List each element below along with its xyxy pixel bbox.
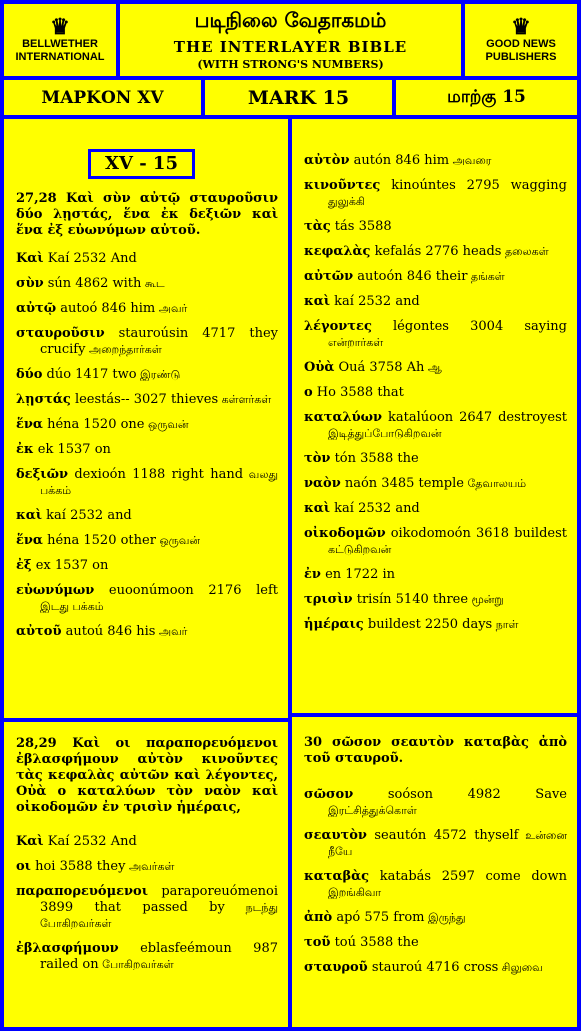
greek-word: ἐκ bbox=[16, 442, 34, 457]
greek-word: ἕνα bbox=[16, 533, 43, 548]
greek-word: Καὶ bbox=[16, 834, 44, 849]
word-entry bbox=[16, 326, 278, 358]
translit-strongs-gloss: hoi 3588 they bbox=[30, 859, 126, 874]
translit-strongs-gloss: soóson 4982 Save bbox=[353, 787, 567, 802]
panel-verse-30 bbox=[292, 717, 577, 1027]
word-list bbox=[16, 834, 278, 973]
translit-strongs-gloss: tón 3588 the bbox=[330, 451, 419, 466]
tamil-gloss: அவர் bbox=[155, 625, 188, 638]
translit-strongs-gloss: ek 1537 on bbox=[33, 442, 111, 457]
translit-strongs-gloss: héna 1520 other bbox=[42, 533, 156, 548]
word-entry bbox=[304, 567, 567, 583]
translit-strongs-gloss: paraporeuómenoi 3899 that passed by bbox=[40, 884, 278, 915]
greek-word: σῶσον bbox=[304, 787, 354, 802]
tamil-gloss: இறங்கிவா bbox=[328, 886, 382, 899]
bellwether-logo bbox=[4, 4, 116, 76]
word-entry bbox=[16, 251, 278, 267]
greek-word: καταλύων bbox=[304, 410, 383, 425]
greek-word: ο bbox=[304, 385, 313, 400]
word-entry bbox=[304, 153, 567, 169]
tamil-gloss: என்றார்கள் bbox=[328, 336, 384, 349]
word-entry bbox=[16, 834, 278, 850]
tamil-gloss: இடித்துப்போடுகிறவன் bbox=[328, 427, 442, 440]
tamil-gloss: துலுக்கி bbox=[328, 195, 365, 208]
translit-strongs-gloss: dexioón 1188 right hand bbox=[67, 467, 244, 482]
greek-word: ἐν bbox=[304, 567, 321, 582]
book-greek: ΜΑΡΚΟΝ XV bbox=[4, 80, 201, 115]
tamil-gloss: கள்ளர்கள் bbox=[218, 393, 272, 406]
word-entry bbox=[304, 501, 567, 517]
tamil-gloss: இடது பக்கம் bbox=[40, 600, 104, 613]
translit-strongs-gloss: stauroú 4716 cross bbox=[367, 960, 499, 975]
greek-word: αὐτὸν bbox=[304, 153, 350, 168]
tamil-gloss: தேவாலயம் bbox=[463, 477, 527, 490]
translit-strongs-gloss: katabás 2597 come down bbox=[369, 869, 567, 884]
translit-strongs-gloss: trisín 5140 three bbox=[352, 592, 469, 607]
translit-strongs-gloss: naón 3485 temple bbox=[340, 476, 464, 491]
tamil-gloss: போகிறவர்கள் bbox=[98, 958, 174, 971]
book-english: MARK 15 bbox=[205, 80, 392, 115]
word-entry bbox=[304, 960, 567, 976]
translit-strongs-gloss: héna 1520 one bbox=[42, 417, 145, 432]
word-entry bbox=[304, 269, 567, 285]
translit-strongs-gloss: en 1722 in bbox=[320, 567, 396, 582]
panel-verse-27-28 bbox=[4, 119, 288, 718]
tamil-gloss: நடந்து போகிறவர்கள் bbox=[40, 901, 278, 930]
word-entry bbox=[304, 787, 567, 819]
verse-text: 27,28 Καὶ σὺν αὐτῷ σταυροῦσιν δύο λῃστάς, ἕνα ἐκ δεξιῶν καὶ ἕνα ἐξ εὐωνύμων αὐτοῦ. bbox=[16, 191, 278, 238]
tamil-gloss: உன்னை நீயே bbox=[328, 829, 567, 858]
translit-strongs-gloss: Ho 3588 that bbox=[312, 385, 404, 400]
greek-word: λῃστάς bbox=[16, 392, 71, 407]
tamil-gloss: அவர்கள் bbox=[125, 860, 175, 873]
word-entry bbox=[304, 617, 567, 633]
greek-word: οι bbox=[16, 859, 31, 874]
word-entry bbox=[16, 583, 278, 615]
word-entry bbox=[16, 859, 278, 875]
greek-word: τρισὶν bbox=[304, 592, 353, 607]
greek-word: καὶ bbox=[16, 508, 43, 523]
word-entry bbox=[304, 319, 567, 351]
tamil-gloss: நாள் bbox=[492, 618, 519, 631]
greek-word: σεαυτὸν bbox=[304, 828, 367, 843]
word-entry bbox=[304, 476, 567, 492]
word-entry bbox=[16, 367, 278, 383]
word-entry bbox=[304, 910, 567, 926]
tamil-gloss: இரட்சித்துக்கொள் bbox=[328, 804, 417, 817]
tamil-gloss: இரண்டு bbox=[136, 368, 181, 381]
translit-strongs-gloss: euoonúmoon 2176 left bbox=[94, 583, 278, 598]
translit-strongs-gloss: kaí 2532 and bbox=[42, 508, 132, 523]
translit-strongs-gloss: eblasfeémoun 987 railed on bbox=[40, 941, 278, 972]
greek-word: σὺν bbox=[16, 276, 44, 291]
tamil-gloss: தங்கள் bbox=[467, 270, 505, 283]
tamil-gloss: இருந்து bbox=[424, 911, 466, 924]
greek-word: αὐτῷ bbox=[16, 301, 57, 316]
tamil-gloss: தலைகள் bbox=[501, 245, 549, 258]
word-entry bbox=[16, 533, 278, 549]
good-news-logo-text: GOOD NEWS PUBLISHERS bbox=[485, 38, 557, 63]
word-entry bbox=[304, 178, 567, 210]
translit-strongs-gloss: autoón 846 their bbox=[353, 269, 468, 284]
translit-strongs-gloss: Kaí 2532 And bbox=[43, 834, 137, 849]
translit-strongs-gloss: ex 1537 on bbox=[31, 558, 109, 573]
tamil-gloss: வலது பக்கம் bbox=[40, 468, 278, 497]
greek-word: ἡμέραις bbox=[304, 617, 364, 632]
translit-strongs-gloss: Kaí 2532 And bbox=[43, 251, 137, 266]
word-entry bbox=[16, 417, 278, 433]
translit-strongs-gloss: leestás-- 3027 thieves bbox=[70, 392, 219, 407]
tamil-gloss: சிலுவை bbox=[498, 961, 543, 974]
panel-verse-29-words bbox=[292, 119, 577, 713]
translit-strongs-gloss: katalúoon 2647 destroyest bbox=[382, 410, 567, 425]
word-entry bbox=[16, 558, 278, 574]
bellwether-logo-text: BELLWETHER INTERNATIONAL bbox=[15, 38, 105, 63]
greek-word: τὰς bbox=[304, 219, 331, 234]
greek-word: οἰκοδομῶν bbox=[304, 526, 386, 541]
greek-word: λέγοντες bbox=[304, 319, 372, 334]
greek-word: καταβὰς bbox=[304, 869, 370, 884]
greek-word: κινοῦντες bbox=[304, 178, 381, 193]
translit-strongs-gloss: autoú 846 his bbox=[61, 624, 156, 639]
greek-word: ἐξ bbox=[16, 558, 32, 573]
translit-strongs-gloss: kefalás 2776 heads bbox=[370, 244, 502, 259]
translit-strongs-gloss: kaí 2532 and bbox=[330, 294, 420, 309]
word-entry bbox=[304, 219, 567, 235]
word-entry bbox=[304, 410, 567, 442]
verse-text: 30 σῶσον σεαυτὸν καταβὰς ἀπὸ τοῦ σταυροῦ. bbox=[304, 735, 567, 766]
word-entry bbox=[304, 385, 567, 401]
word-entry bbox=[16, 508, 278, 524]
word-entry bbox=[304, 526, 567, 558]
translit-strongs-gloss: autoó 846 him bbox=[56, 301, 156, 316]
word-entry bbox=[16, 884, 278, 932]
word-entry bbox=[16, 392, 278, 408]
word-entry bbox=[304, 451, 567, 467]
greek-word: τοῦ bbox=[304, 935, 331, 950]
greek-word: εὐωνύμων bbox=[16, 583, 95, 598]
word-entry bbox=[304, 244, 567, 260]
translit-strongs-gloss: tás 3588 bbox=[330, 219, 392, 234]
word-list bbox=[304, 787, 567, 976]
greek-word: δύο bbox=[16, 367, 43, 382]
translit-strongs-gloss: autón 846 him bbox=[349, 153, 450, 168]
word-entry bbox=[16, 941, 278, 973]
translit-strongs-gloss: Ouá 3758 Ah bbox=[334, 360, 425, 375]
book-tamil: மாற்கு 15 bbox=[396, 80, 577, 115]
greek-word: Καὶ bbox=[16, 251, 44, 266]
word-entry bbox=[16, 276, 278, 292]
translit-strongs-gloss: oikodomoón 3618 buildest bbox=[385, 526, 567, 541]
bellwether-icon: ♛ bbox=[50, 14, 70, 39]
translit-strongs-gloss: buildest 2250 days bbox=[363, 617, 493, 632]
chapter-label: XV - 15 bbox=[88, 149, 195, 179]
greek-word: σταυροῦ bbox=[304, 960, 368, 975]
greek-word: ἀπὸ bbox=[304, 910, 333, 925]
word-entry bbox=[16, 442, 278, 458]
tamil-gloss: ஒருவன் bbox=[155, 534, 201, 547]
translit-strongs-gloss: dúo 1417 two bbox=[42, 367, 137, 382]
greek-word: σταυροῦσιν bbox=[16, 326, 105, 341]
translit-strongs-gloss: légontes 3004 saying bbox=[371, 319, 567, 334]
translit-strongs-gloss: toú 3588 the bbox=[330, 935, 419, 950]
title-subtitle: (WITH STRONG'S NUMBERS) bbox=[197, 58, 384, 71]
word-entry bbox=[16, 624, 278, 640]
word-entry bbox=[304, 360, 567, 376]
greek-word: αὐτοῦ bbox=[16, 624, 62, 639]
word-list bbox=[16, 251, 278, 640]
greek-word: ναὸν bbox=[304, 476, 341, 491]
title-block bbox=[120, 4, 461, 76]
tamil-gloss: அறைந்தார்கள் bbox=[85, 343, 162, 356]
word-entry bbox=[304, 592, 567, 608]
greek-word: παραπορευόμενοι bbox=[16, 884, 148, 899]
greek-word: καὶ bbox=[304, 294, 331, 309]
greek-word: τὸν bbox=[304, 451, 331, 466]
title-english: THE INTERLAYER BIBLE bbox=[173, 38, 408, 56]
tamil-gloss: கட்டுகிறவன் bbox=[328, 543, 392, 556]
greek-word: ἕνα bbox=[16, 417, 43, 432]
panel-verse-28-29 bbox=[4, 722, 288, 1027]
translit-strongs-gloss: kaí 2532 and bbox=[330, 501, 420, 516]
word-list bbox=[304, 153, 567, 633]
verse-text: 28,29 Καὶ οι παραπορευόμενοι ἐβλασφήμουν αὐτὸν κινοῦντες τὰς κεφαλὰς αὐτῶν καὶ λέγοντες, Οὐὰ ο καταλύων τὸν ναὸν καὶ οἰκοδομῶν ἐν τρισὶν ἡμέραις, bbox=[16, 736, 278, 815]
tamil-gloss: அவர் bbox=[155, 302, 188, 315]
tamil-gloss: ஆ bbox=[424, 361, 442, 374]
translit-strongs-gloss: stauroúsin 4717 they crucify bbox=[40, 326, 278, 357]
translit-strongs-gloss: sún 4862 with bbox=[43, 276, 142, 291]
good-news-logo bbox=[465, 4, 577, 76]
greek-word: δεξιῶν bbox=[16, 467, 68, 482]
translit-strongs-gloss: kinoúntes 2795 wagging bbox=[380, 178, 567, 193]
good-news-icon: ♛ bbox=[511, 14, 531, 39]
tamil-gloss: அவரை bbox=[449, 154, 492, 167]
title-tamil: படிநிலை வேதாகமம் bbox=[194, 8, 387, 32]
word-entry bbox=[16, 467, 278, 499]
tamil-gloss: மூன்று bbox=[468, 593, 504, 606]
greek-word: καὶ bbox=[304, 501, 331, 516]
greek-word: Οὐὰ bbox=[304, 360, 335, 375]
greek-word: αὐτῶν bbox=[304, 269, 354, 284]
greek-word: ἐβλασφήμουν bbox=[16, 941, 119, 956]
word-entry bbox=[304, 869, 567, 901]
word-entry bbox=[304, 294, 567, 310]
tamil-gloss: கூட bbox=[141, 277, 165, 290]
translit-strongs-gloss: seautón 4572 thyself bbox=[366, 828, 519, 843]
word-entry bbox=[304, 935, 567, 951]
greek-word: κεφαλὰς bbox=[304, 244, 371, 259]
word-entry bbox=[16, 301, 278, 317]
tamil-gloss: ஒருவன் bbox=[144, 418, 189, 431]
translit-strongs-gloss: apó 575 from bbox=[332, 910, 425, 925]
word-entry bbox=[304, 828, 567, 860]
